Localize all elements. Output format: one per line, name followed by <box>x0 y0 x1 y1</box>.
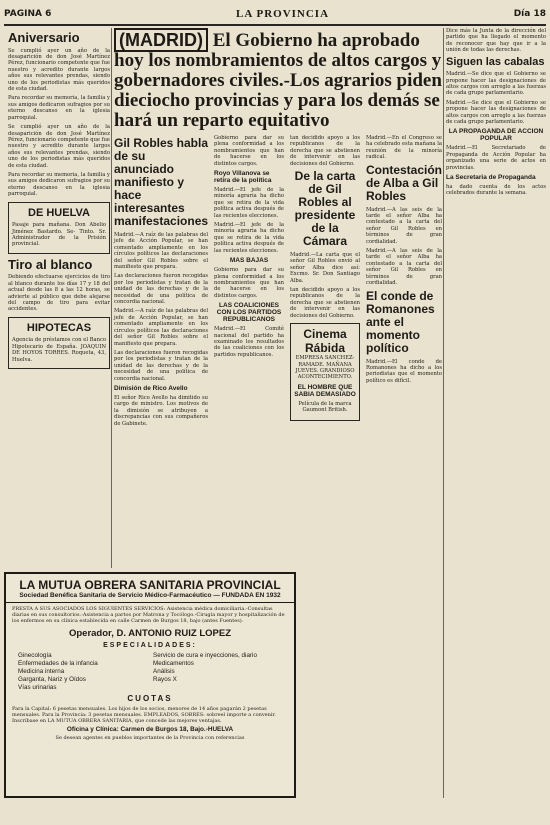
cinema-ad <box>290 323 360 420</box>
mas-bajas-heading: MAS BAJAS <box>229 257 269 265</box>
right-column <box>446 28 546 803</box>
hipotecas-box <box>8 317 110 369</box>
mutua-obrera-ad <box>4 572 296 798</box>
left-column <box>8 28 110 568</box>
specialty-item: Servicio de cura e inyecciones, diario <box>153 651 257 659</box>
coaliciones-text: Madrid.—El Comité nacional del partido ha examinado los resultados de las coaliciones con los partidos republicanos. <box>214 326 285 358</box>
column-rule <box>443 28 444 798</box>
alba-text: Madrid.—A las seis de la tarde el señor Alba ha contestado a la carta del señor Gil Robles en términos de gran cordialidad. <box>366 206 443 245</box>
tiro-text: Debiendo efectuarse ejercicios de tiro al blanco durante los días 17 y 18 del actual desde las 8 a las 12 horas, se advierte al público que debe alejarse del campo de tiro para evitar accidentes. <box>8 274 110 313</box>
ad-title: LA MUTUA OBRERA SANITARIA PROVINCIAL <box>19 578 281 592</box>
ad-services-text: PRESTA A SUS ASOCIADOS LOS SIGUIENTES SERVICIOS: Asistencia médica domiciliaria.-Consultas diarias en sus consultorios.-Asistencia a partos por Matrona y Tocólogo.-Cirugía mayor y hospitalización de los enfermos en su clínica establecida en calle Carmen de Burgos 18, bajo (antes Fuentes). <box>12 606 285 625</box>
tiro-heading: Tiro al blanco <box>8 256 93 272</box>
specialty-item: Análisis <box>153 667 175 675</box>
romanones-text: Madrid.—El conde de Romanones ha dicho a los periodistas que el momento político es difícil. <box>366 358 443 384</box>
gil-robles-heading: Gil Robles habla de su anunciado manifiesto y hace interesantes manifestaciones <box>114 136 209 228</box>
cinema-text-2: Película de la marca Gaumont British. <box>298 400 352 414</box>
right-intro-text: Dice más la Junta de la dirección del partido que ha llegado el momento de reconocer que hay que ir a la unión de todas las derechas. <box>446 28 546 54</box>
ad-operator-name: ANTONIO RUIZ LOPEZ <box>128 627 232 639</box>
gil-robles-text-2: Las declaraciones fueron recogidas por los periodistas y tratan de la unidad de las derechas y de la necesidad de una política de concordia nacional. <box>114 273 209 306</box>
ad-specialties-label: ESPECIALIDADES: <box>103 641 197 649</box>
mas-bajas-text: Gobierno para dar su plena conformidad a los nombramientos que han de hacerse en los distintos cargos. <box>214 267 285 299</box>
ad-operator <box>6 628 294 639</box>
specialty-item: Garganta, Nariz y Oídos <box>18 675 86 683</box>
propaganda-text: Madrid.—El Secretariado de Propaganda de Acción Popular ha organizado una serie de actos en provincias. <box>446 145 546 171</box>
romanones-heading: El conde de Romanones ante el momento político <box>366 288 435 355</box>
gil-robles-text-4: Las declaraciones fueron recogidas por los periodistas y tratan de la unidad de las derechas y de la necesidad de una política de concordia nacional. <box>114 349 209 382</box>
ad-fine-print: Para la Capital: 6 pesetas mensuales. Los hijos de los socios, menores de 14 años pagarán 2 pesetas mensuales. Para la Provincia: 3 pesetas mensuales. EMPLEADOS, SOBRES: sobreel importe a convenir. Inscríbase en LA MUTUA OBRERA SANITARIA, que concede las mejores ventajas. <box>12 705 276 725</box>
gil-robles-text: Madrid.—A raíz de las palabras del jefe de Acción Popular, se han comentado ampliamente en los círculos políticos las declaraciones del señor Gil Robles sobre el manifiesto que prepara. <box>114 232 209 271</box>
madrid-tag: (MADRID) <box>114 28 208 52</box>
ad-subtitle: Sociedad Benéfica Sanitaria de Servicio Médico-Farmacéutico — FUNDADA EN 1932 <box>6 592 294 603</box>
huelva-box <box>8 202 110 254</box>
aniversario-text-4: Para recordar su memoria, la familia y sus amigos dedicaron sufragios por su eterno descanso en la iglesia parroquial. <box>8 171 110 198</box>
aniversario-text-2: Para recordar su memoria, la familia y sus amigos dedicaron sufragios por su eterno descanso en la iglesia parroquial. <box>8 95 110 121</box>
ad-office: Oficina y Clínica: Carmen de Burgos 18, Bajo.-HUELVA <box>66 726 234 734</box>
specialty-item: Rayos X <box>153 675 177 683</box>
huelva-heading: DE HUELVA <box>28 206 90 219</box>
header-date: Día 18 <box>513 9 546 19</box>
alba-text-2: Madrid.—A las seis de la tarde el señor Alba ha contestado a la carta del señor Gil Robles en términos de gran cordialidad. <box>366 248 443 287</box>
royo-heading: Royo Villanova se retira de la política <box>214 170 272 185</box>
specialty-item: Medicamentos <box>153 659 194 667</box>
rico-avello-text: El señor Rico Avello ha dimitido su cargo de ministro. Los motivos de la dimisión se atribuyen a discrepancias con sus compañeros de Gabinete. <box>114 394 209 427</box>
carta-heading: De la carta de Gil Robles al presidente de la Cámara <box>294 169 356 249</box>
propaganda-heading: LA PROPAGANDA DE ACCION POPULAR <box>448 128 544 143</box>
ad-operator-label: Operador, D. <box>68 627 126 639</box>
page-number: PAGINA 6 <box>4 9 52 19</box>
aniversario-text-3: Se cumplió ayer un año de la desaparición de don José Martínez Pérez, funcionario competente que fue nuestro y acredito durante largos años sus relevantes prendas, siendo uno de los periodistas más queridos de esta ciudad. <box>8 124 110 169</box>
cabalas-text: Madrid.—Se dice que el Gobierno se propone hacer las designaciones de altos cargos con arreglo a las fuerzas de cada grupo parlamentario. <box>446 71 546 97</box>
ad-quotas-heading: CUOTAS <box>127 693 173 703</box>
hipotecas-text: Agencia de préstamos con el Banco Hipotecario de España. JOAQUIN DE HOYOS TORRES. Roqueta, 43, Huelva. <box>12 337 106 363</box>
republicanos-text: tan decidido apoyo a los republicanos de la derecha que se abstienen de intervenir en las decisiones del Gobierno. <box>290 135 360 167</box>
carta-text: Madrid.—La carta que el señor Gil Robles envió al señor Alba dice así: Excmo. Sr. Don Santiago Alba. <box>290 252 360 284</box>
specialty-item: Vías urinarias <box>18 683 57 691</box>
cabalas-text-2: Madrid.—Se dice que el Gobierno se propone hacer las designaciones de altos cargos con arreglo a las fuerzas de cada grupo parlamentario. <box>446 99 546 126</box>
cabalas-heading: Siguen las cabalas <box>446 55 545 68</box>
column-rule <box>111 28 112 568</box>
film-title: EL HOMBRE QUE SABIA DEMASIADO <box>294 383 356 398</box>
secretaria-text: ha dado cuenta de los actos celebrados durante la semana. <box>446 184 546 197</box>
aniversario-heading: Aniversario <box>8 30 80 45</box>
secretaria-heading: La Secretaria de Propaganda <box>446 174 536 182</box>
carta-text-2: tan decidido apoyo a los republicanos de la derecha que se abstienen de intervenir en las decisiones del Gobierno. <box>290 287 360 319</box>
hipotecas-heading: HIPOTECAS <box>26 321 92 334</box>
gil-robles-text-3: Madrid.—A raíz de las palabras del jefe de Acción Popular, se han comentado ampliamente en los círculos políticos las declaraciones del señor Gil Robles sobre el manifiesto que prepara. <box>114 308 209 347</box>
royo-text: Madrid.—El jefe de la minoría agraria ha dicho que se retira de la vida política activa después de las recientes elecciones. <box>214 187 285 219</box>
masthead: LA PROVINCIA <box>236 8 330 20</box>
aniversario-text: Se cumplió ayer un año de la desaparición de don José Martínez Pérez, funcionario competente que fue nuestro y acredito durante largos años sus relevantes prendas, siendo uno de los periodistas más queridos de esta ciudad. <box>8 47 110 93</box>
main-headline <box>114 30 442 131</box>
page-header <box>4 4 546 26</box>
article-column-4 <box>366 135 442 825</box>
specialty-item: Medicina interna <box>18 667 65 675</box>
main-headline-text: El Gobierno ha aprobado hoy los nombramientos de altos cargos y gobernadores civiles.-Los agrarios piden dieciocho provincias y para los demás se hará un reparto equitativo <box>114 30 442 131</box>
minoria-text: Madrid.—En el Congreso se ha celebrado esta mañana la reunión de la minoría radical. <box>366 135 443 161</box>
specialty-item: Ginecología <box>18 651 52 659</box>
ad-specialties <box>6 652 294 691</box>
alba-heading: Contestación de Alba a Gil Robles <box>366 162 443 203</box>
specialty-item: Enfermedades de la infancia <box>18 659 98 667</box>
huelva-text: Pasaje para mañana. Don Abelio Jiménez Bastardo. Se- Tinto. Sr. Administrador de la Prisión provincial. <box>12 222 106 248</box>
article-column-3 <box>290 135 360 825</box>
rico-avello-heading: Dimisión de Rico Avello <box>114 384 188 392</box>
ad-note: Se desean agentes en pueblos importantes de la Provincia con referencias <box>55 735 245 742</box>
cinema-text: EMPRESA SANCHEZ-RAMADE. MAÑANA JUEVES. GRANDIOSO ACONTECIMIENTO. <box>295 355 355 381</box>
gobierno-text: Gobierno para dar su plena conformidad a los nombramientos que han de hacerse en los distintos cargos. <box>214 135 285 167</box>
coaliciones-heading: LAS COALICIONES CON LOS PARTIDOS REPUBLICANOS <box>216 302 282 324</box>
cinema-title: Cinema Rábida <box>303 327 347 356</box>
royo-text-2: Madrid.—El jefe de la minoría agraria ha dicho que se retira de la vida política activa después de las recientes elecciones. <box>214 222 285 254</box>
